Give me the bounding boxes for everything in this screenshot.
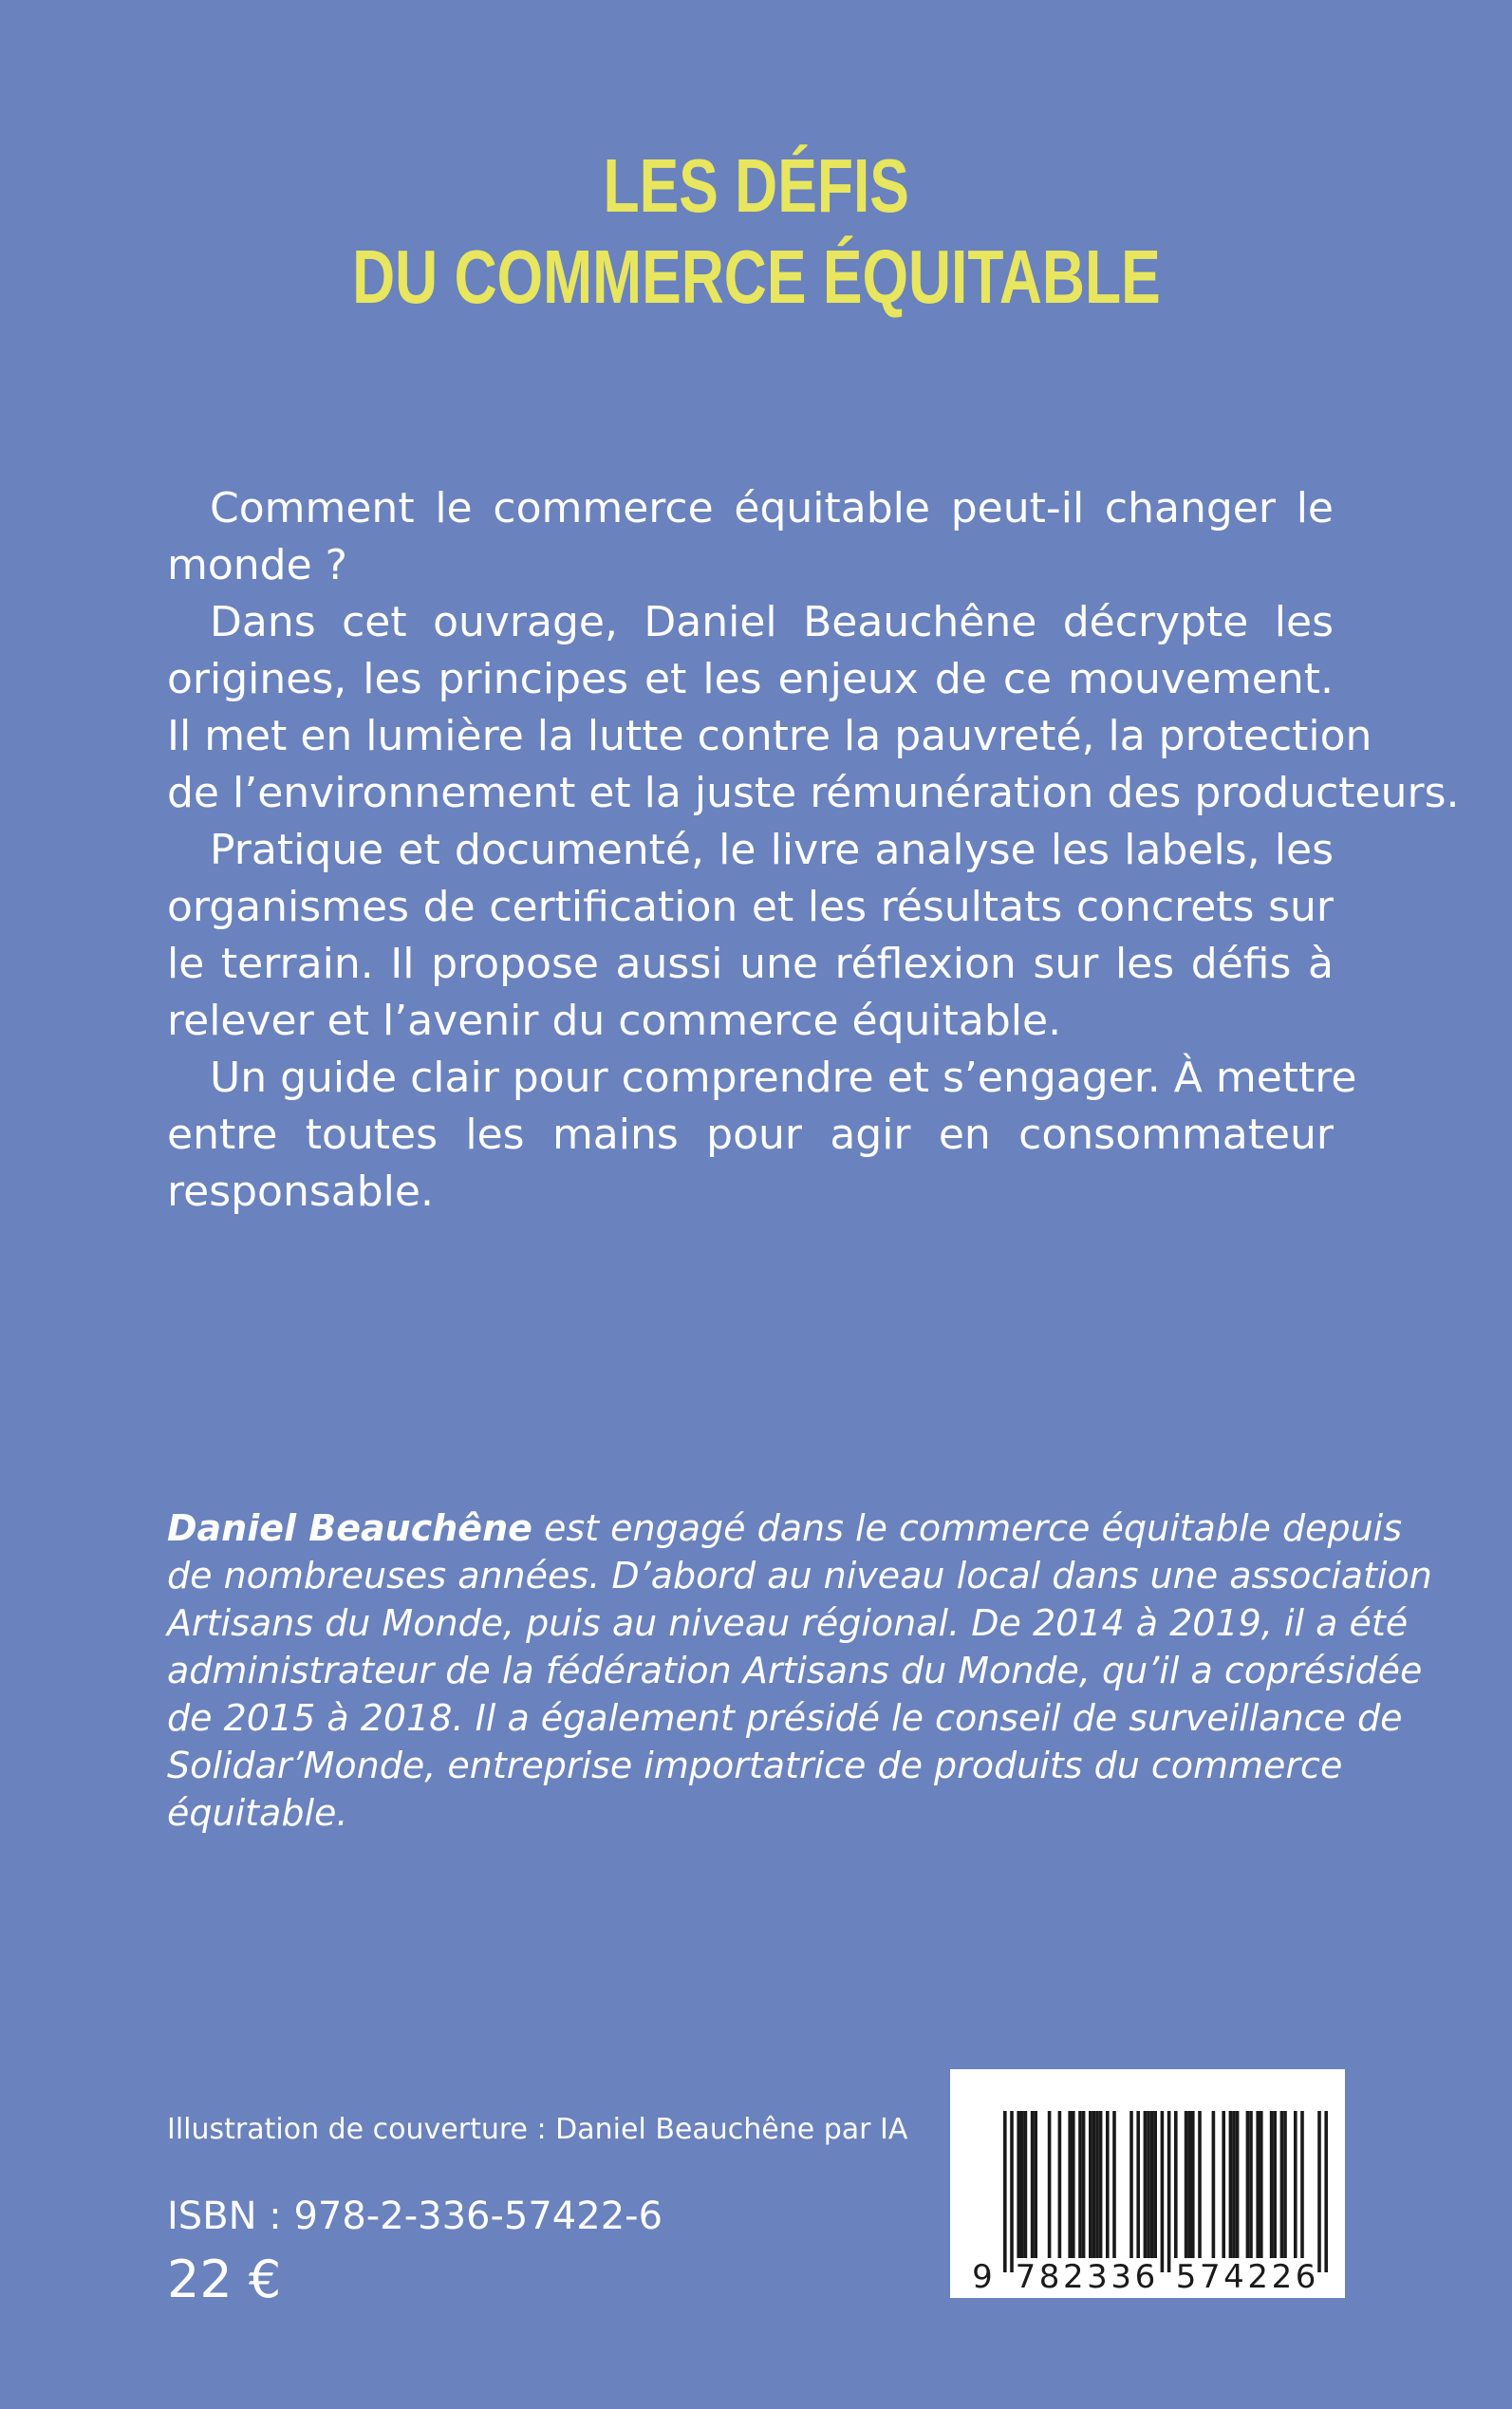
barcode-digit: 2 [1271,2258,1293,2296]
barcode-bar [1092,2111,1096,2258]
barcode-bar [1191,2111,1195,2258]
bio-line [167,1504,1403,1552]
barcode-digit: 9 [972,2258,993,2296]
barcode-bar [1078,2111,1082,2258]
blurb-line: de l’environnement et la juste rémunération des producteurs. [167,769,1460,817]
barcode-digit: 6 [1295,2258,1316,2296]
title-line-2: DU COMMERCE ÉQUITABLE [351,234,1161,319]
blurb [167,480,1460,1221]
barcode-bar [1212,2111,1216,2258]
barcode-digit: 3 [1111,2258,1132,2296]
barcode-bar [1198,2111,1202,2258]
barcode-bar [1068,2111,1072,2258]
barcode-bar [1273,2111,1277,2258]
author-bio [167,1504,1432,1837]
barcode-bar [1010,2111,1014,2272]
isbn: ISBN : 978-2-336-57422-6 [167,2194,663,2238]
cover-credit: Illustration de couverture : Daniel Beauchêne par IA [167,2113,908,2146]
barcode-digit: 4 [1223,2258,1244,2296]
blurb-line: relever et l’avenir du commerce équitable. [167,997,1062,1045]
barcode-bar [1136,2111,1140,2258]
barcode-digit: 2 [1062,2258,1084,2296]
barcode-bar [1317,2111,1321,2272]
bio-line: équitable. [167,1792,348,1834]
bio-text: est engagé dans le commerce équitable depuis [532,1507,1403,1549]
blurb-line: Dans cet ouvrage, Daniel Beauchêne décrypte les [210,598,1334,646]
bio-line: Artisans du Monde, puis au niveau régional. De 2014 à 2019, il a été [167,1602,1409,1644]
barcode-digit: 8 [1038,2258,1060,2296]
barcode-bar [1167,2111,1171,2272]
barcode-bar [1150,2111,1154,2258]
blurb-line: Pratique et documenté, le livre analyse les labels, les [210,826,1334,874]
barcode-bar [1283,2111,1287,2258]
barcode-bar [1187,2111,1191,2258]
barcode-bar [1174,2111,1178,2258]
barcode-digit: 5 [1175,2258,1197,2296]
barcode-bar [1249,2111,1253,2258]
blurb-line: Comment le commerce équitable peut-il changer le [210,484,1334,532]
barcode-bar [1153,2111,1157,2258]
blurb-line: le terrain. Il propose aussi une réflexion sur les défis à [167,940,1334,988]
barcode-bar [1229,2111,1233,2258]
barcode-bar [1236,2111,1240,2258]
barcode-bar [1003,2111,1007,2272]
barcode-bar [1112,2111,1116,2258]
price: 22 € [167,2250,282,2309]
bio-line: administrateur de la fédération Artisans du Monde, qu’il a coprésidée [167,1650,1423,1691]
bio-line: de 2015 à 2018. Il a également présidé le conseil de surveillance de [167,1697,1403,1739]
barcode-digit: 7 [1199,2258,1221,2296]
barcode-bar [1072,2111,1075,2258]
barcode-bar [1324,2111,1328,2272]
blurb-line: organismes de certification et les résultats concrets sur [167,883,1334,931]
barcode-bar [1256,2111,1260,2258]
title-line-1: LES DÉFIS [603,143,909,228]
blurb-line: Un guide clair pour comprendre et s’engager. À mettre [210,1054,1357,1102]
barcode-bar [1024,2111,1028,2258]
blurb-line: origines, les principes et les enjeux de ce mouvement. [167,655,1334,703]
blurb-line: monde ? [167,541,348,589]
barcode-bar [1300,2111,1304,2258]
barcode-bar [1020,2111,1024,2258]
barcode-bar [1017,2111,1020,2258]
blurb-line: responsable. [167,1167,434,1216]
barcode-digit: 7 [1015,2258,1036,2296]
barcode-digit: 2 [1247,2258,1269,2296]
barcode-bar [1246,2111,1250,2258]
blurb-line: Il met en lumière la lutte contre la pauvreté, la protection [167,712,1372,760]
author-name: Daniel Beauchêne [167,1507,532,1549]
barcode-bar [1095,2111,1099,2258]
barcode-bar [1048,2111,1052,2258]
barcode-bar [1144,2111,1148,2258]
barcode-bar [1147,2111,1150,2258]
barcode-bar [1082,2111,1086,2258]
barcode-bar [1260,2111,1263,2258]
barcode-bar [1222,2111,1225,2258]
barcode-bar [1129,2111,1133,2258]
bio-line: Solidar’Monde, entreprise importatrice de produits du commerce [167,1745,1343,1786]
blurb-line: entre toutes les mains pour agir en consommateur [167,1111,1334,1159]
barcode-digit: 3 [1087,2258,1108,2296]
barcode-bar [1034,2111,1037,2258]
barcode-bar [1089,2111,1092,2258]
barcode-digit: 6 [1134,2258,1156,2296]
bio-line: de nombreuses années. D’abord au niveau local dans une association [167,1555,1432,1597]
barcode-bar [1031,2111,1035,2258]
barcode-bar [1232,2111,1236,2258]
barcode-bar [1058,2111,1062,2258]
barcode-bar [1294,2111,1297,2258]
barcode-bar [1106,2111,1110,2258]
barcode-bar [1185,2111,1188,2258]
barcode [950,2069,1345,2298]
barcode-bar [1280,2111,1284,2258]
barcode-bar [1161,2111,1165,2272]
barcode-bar [1270,2111,1274,2258]
barcode-bar [1099,2111,1103,2258]
